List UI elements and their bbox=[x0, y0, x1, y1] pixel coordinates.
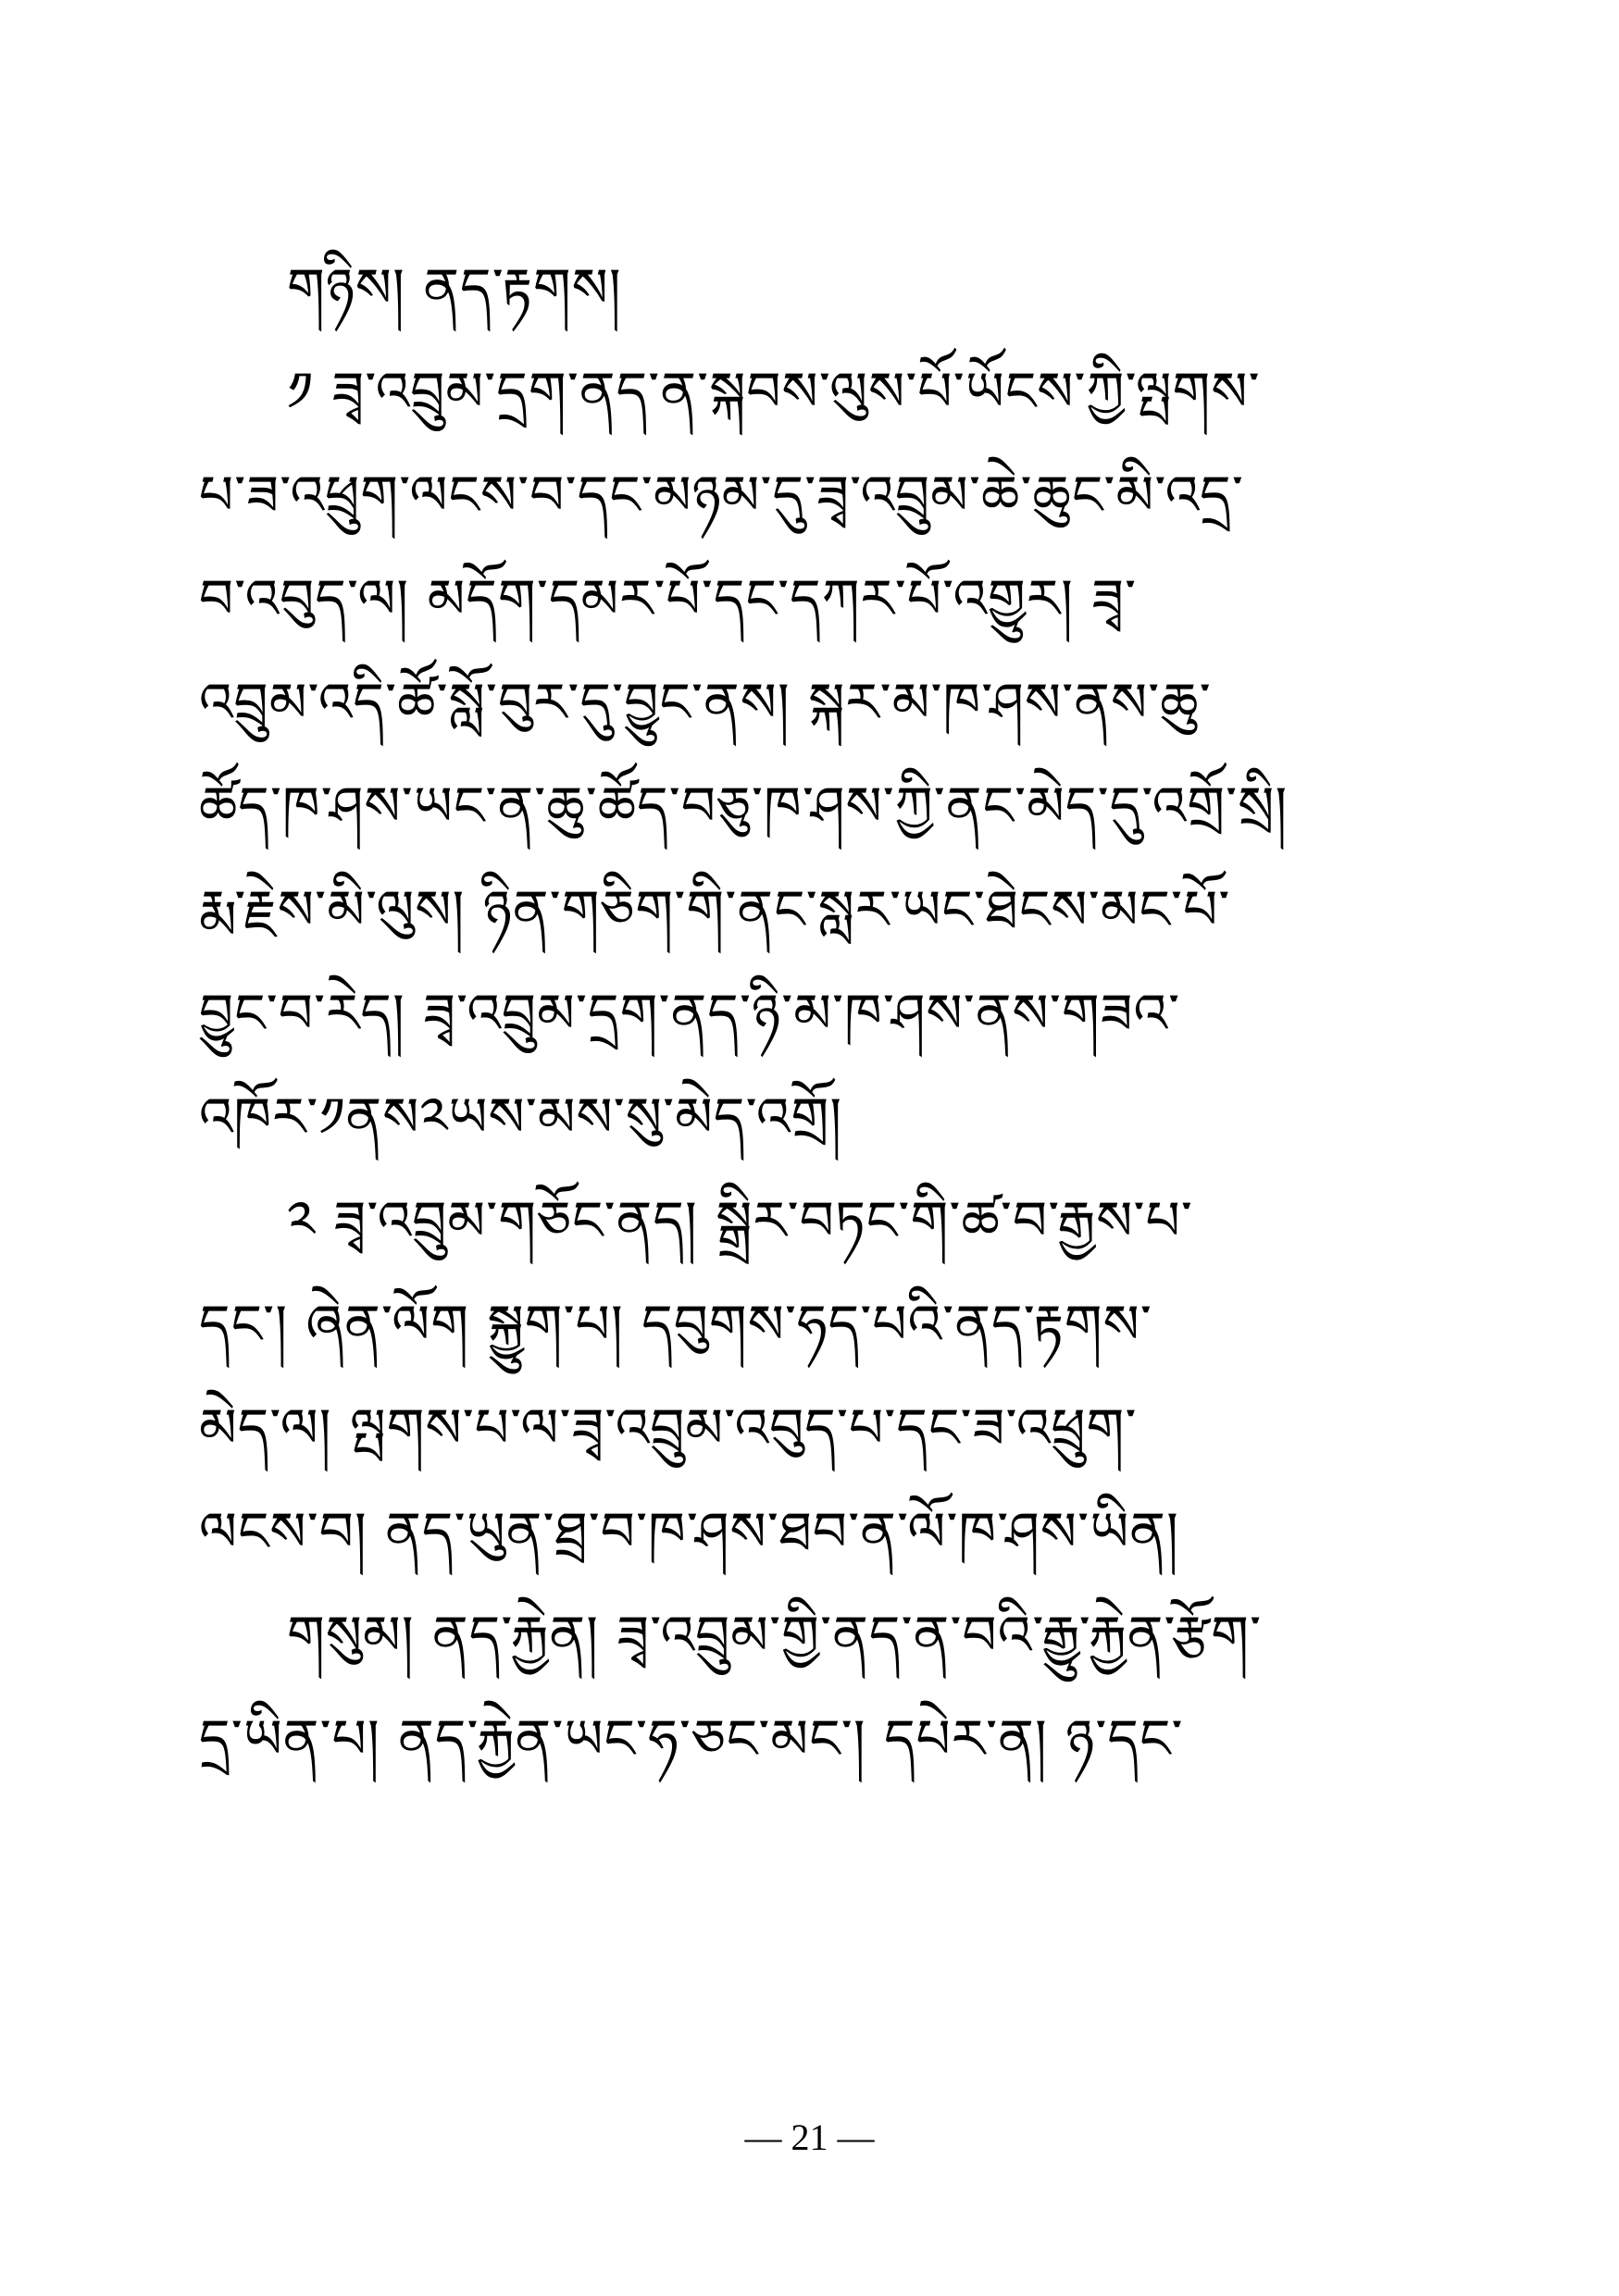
paragraph-line: པ་ཟ་འཕྲུག་ལངས་བ་དང་མཉམ་དུ་ཟྭ་འབྲུམ་ཆེ་ཆུང་མི་འདྲ་ bbox=[199, 464, 1244, 527]
paragraph-line: བ་འབུད་ལ། མདོག་དམར་པོ་དང་དཀར་པོ་འགྱུར། ཟྭ་ bbox=[199, 567, 1138, 630]
paragraph-line: ༢ ཟྭ་འབྲུམ་གཅོང་ནད། སྒྲིར་བཏང་གི་ཚ་བ་རྒྱས་པ་ bbox=[287, 1189, 1193, 1252]
paragraph-line: རྨ་རྗེས་མི་ལུས། ཉིན་གཅིག་གི་ནང་སླར་ཡང་ཐེངས་མང་པོ་ bbox=[199, 878, 1231, 941]
paragraph-line: དང་། ཞེན་ལོག སྐྱུག་པ། དབུགས་ཧད་པའི་ནད་རྟགས་ bbox=[199, 1293, 1152, 1356]
section-heading-symptoms: གཉིས། ནད་རྟགས། bbox=[287, 256, 622, 319]
paragraph-line: མེད་ལ། ལྤགས་པ་ལ་ཟྭ་འབྲུམ་འབུད་པ་དང་ཟ་འཕྲུག་ bbox=[199, 1396, 1138, 1459]
page-number: — 21 — bbox=[744, 2116, 875, 2158]
section-heading-causes: གསུམ། ནད་རྐྱེན། ཟྭ་འབྲུམ་གྱི་ནད་ན་བའི་རྒྱུ་རྐྱེན་རྩོག་ bbox=[287, 1604, 1263, 1667]
paragraph-line: ཚོད་ཁ་ཤས་ཡང་ན་ཆུ་ཚོད་བཅུ་ཁ་ཤས་ཀྱི་ནང་མེད་དུ་འགྲོ་སྲི། bbox=[199, 775, 1289, 838]
paragraph-line: དྲ་ཡིན་པ། ནད་རྐྱེན་ཡང་ཧ་ཅང་མང་། དཔེར་ན། ཉ་དང་ bbox=[199, 1707, 1184, 1770]
body-text bbox=[199, 236, 1430, 1791]
paragraph-line: བྱུང་བ་རེད། ཟྭ་འབྲུམ་དྲག་ནད་ཉི་མ་ཁ་ཤས་ནས་གཟའ་ bbox=[199, 982, 1181, 1045]
paragraph-line: འབྲུམ་འདི་ཚོ་སློ་བུར་དུ་བྱུང་ནས། སྐར་མ་ཁ་ཤས་ནས་ཆུ་ bbox=[199, 671, 1212, 734]
paragraph-line: ལངས་བ། ནད་ཡུན་ཐྲ་བ་ཁ་ཤས་ཐབ་ན་ལོ་ཁ་ཤས་ཡིན། bbox=[199, 1500, 1179, 1563]
paragraph-line: ༡ ཟྭ་འབྲུམ་དྲག་ནད་ན་སྐབས་ལུས་པོ་ཡོངས་ཀྱི་ལྤགས་ bbox=[287, 360, 1261, 423]
paragraph-line: འཁོར་༡ནས༢ཡས་མས་སུ་མེད་འགྲོ། bbox=[199, 1086, 843, 1148]
